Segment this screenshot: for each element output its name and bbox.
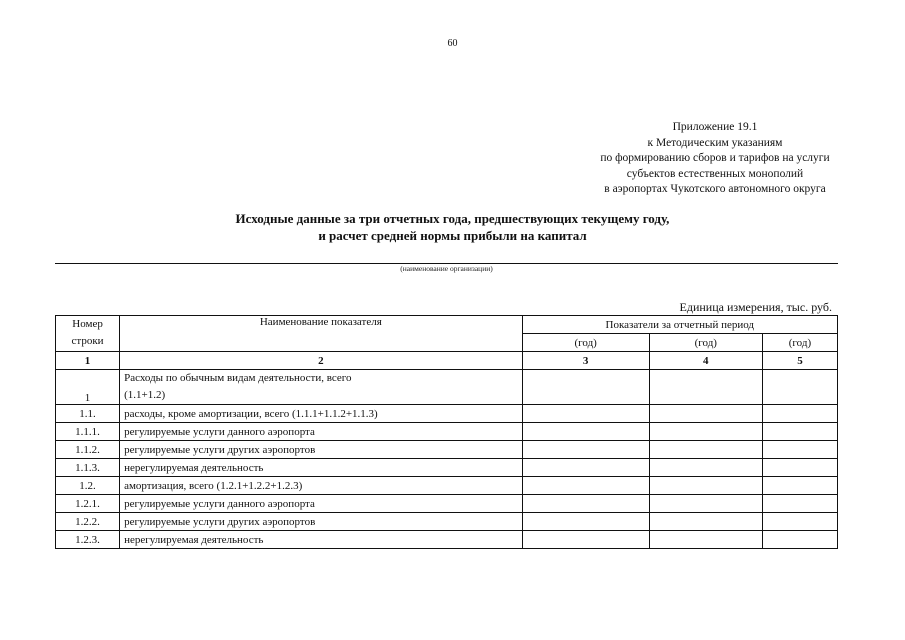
row-number: 1 (56, 370, 120, 405)
row-number: 1.2.1. (56, 495, 120, 513)
value-cell[interactable] (649, 441, 762, 459)
value-cell[interactable] (522, 405, 649, 423)
row-name: регулируемые услуги других аэропортов (120, 513, 523, 531)
organization-caption: (наименование организации) (400, 264, 493, 273)
header-year: (год) (762, 334, 837, 352)
value-cell[interactable] (649, 405, 762, 423)
value-cell[interactable] (762, 531, 837, 549)
row-name-line2: (1.1+1.2) (124, 389, 166, 401)
appendix-line: в аэропортах Чукотского автономного округа (604, 183, 826, 195)
header-year: (год) (522, 334, 649, 352)
row-name: нерегулируемая деятельность (120, 459, 523, 477)
column-number: 5 (762, 352, 837, 370)
row-name-line1: Расходы по обычным видам деятельности, всего (124, 372, 352, 384)
table-row (56, 459, 838, 477)
value-cell[interactable] (522, 459, 649, 477)
value-cell[interactable] (522, 441, 649, 459)
column-number: 2 (120, 352, 523, 370)
value-cell[interactable] (649, 477, 762, 495)
header-row-number (56, 316, 120, 352)
value-cell[interactable] (762, 423, 837, 441)
appendix-block (520, 120, 905, 198)
table-row (56, 423, 838, 441)
header-year: (год) (649, 334, 762, 352)
value-cell[interactable] (762, 441, 837, 459)
title-line: и расчет средней нормы прибыли на капитал (318, 228, 587, 243)
table-row (56, 441, 838, 459)
header-period-group: Показатели за отчетный период (522, 316, 837, 334)
title-line: Исходные данные за три отчетных года, предшествующих текущему году, (235, 211, 670, 226)
value-cell[interactable] (522, 495, 649, 513)
table-row (56, 370, 838, 405)
column-number: 3 (522, 352, 649, 370)
header-row-number-line1: Номер (72, 318, 103, 330)
table-row (56, 513, 838, 531)
value-cell[interactable] (522, 513, 649, 531)
row-name (120, 370, 523, 405)
value-cell[interactable] (762, 477, 837, 495)
table-row (56, 405, 838, 423)
data-table (55, 315, 838, 549)
value-cell[interactable] (762, 513, 837, 531)
value-cell[interactable] (649, 459, 762, 477)
value-cell[interactable] (522, 423, 649, 441)
table-row (56, 531, 838, 549)
row-number: 1.1. (56, 405, 120, 423)
row-name: регулируемые услуги данного аэропорта (120, 423, 523, 441)
table-row (56, 495, 838, 513)
appendix-line: субъектов естественных монополий (626, 167, 804, 180)
value-cell[interactable] (649, 531, 762, 549)
unit-label: Единица измерения, тыс. руб. (679, 300, 832, 314)
row-name: расходы, кроме амортизации, всего (1.1.1+1.1.2+1.1.3) (120, 405, 523, 423)
value-cell[interactable] (762, 495, 837, 513)
appendix-line: к Методическим указаниям (647, 136, 783, 149)
header-row (56, 316, 838, 334)
value-cell[interactable] (762, 370, 837, 405)
document-title (0, 210, 905, 244)
column-number: 4 (649, 352, 762, 370)
row-name: регулируемые услуги данного аэропорта (120, 495, 523, 513)
value-cell[interactable] (649, 495, 762, 513)
appendix-line: Приложение 19.1 (672, 121, 758, 133)
value-cell[interactable] (522, 477, 649, 495)
row-number: 1.1.1. (56, 423, 120, 441)
value-cell[interactable] (762, 405, 837, 423)
table-row (56, 477, 838, 495)
value-cell[interactable] (522, 531, 649, 549)
value-cell[interactable] (649, 370, 762, 405)
row-number: 1.2. (56, 477, 120, 495)
value-cell[interactable] (649, 423, 762, 441)
row-number: 1.2.2. (56, 513, 120, 531)
value-cell[interactable] (522, 370, 649, 405)
row-number: 1.1.3. (56, 459, 120, 477)
value-cell[interactable] (649, 513, 762, 531)
column-numbers-row (56, 352, 838, 370)
appendix-line: по формированию сборов и тарифов на услуги (600, 152, 830, 164)
row-name: нерегулируемая деятельность (120, 531, 523, 549)
header-row-number-line2: строки (71, 335, 104, 347)
row-name: регулируемые услуги других аэропортов (120, 441, 523, 459)
row-name: амортизация, всего (1.2.1+1.2.2+1.2.3) (120, 477, 523, 495)
row-number: 1.1.2. (56, 441, 120, 459)
row-number: 1.2.3. (56, 531, 120, 549)
column-number: 1 (56, 352, 120, 370)
header-indicator-name: Наименование показателя (120, 316, 523, 352)
page-number: 60 (447, 38, 458, 49)
value-cell[interactable] (762, 459, 837, 477)
